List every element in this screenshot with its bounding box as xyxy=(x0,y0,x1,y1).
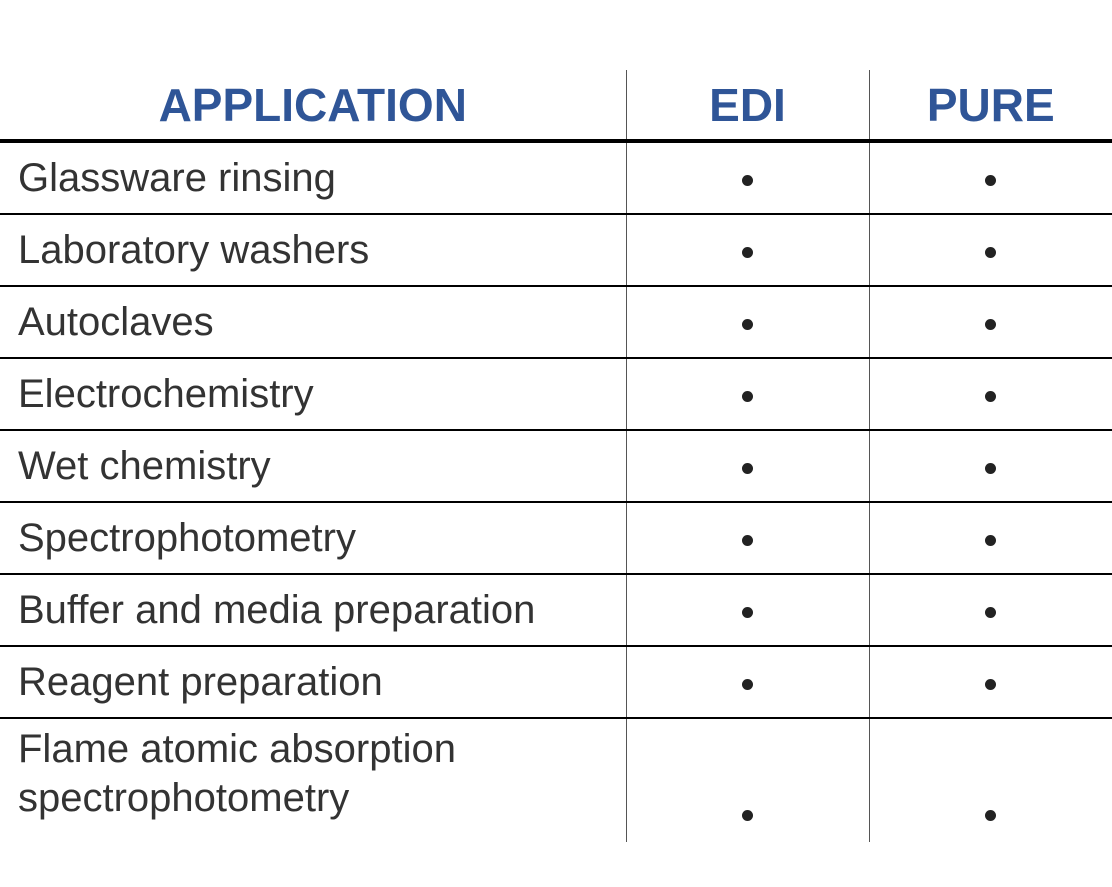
pure-mark-cell xyxy=(869,358,1112,430)
edi-mark-cell xyxy=(626,141,869,214)
bullet-dot-icon xyxy=(985,247,996,258)
application-cell: Autoclaves xyxy=(0,286,626,358)
bullet-dot-icon xyxy=(742,463,753,474)
bullet-dot-icon xyxy=(985,175,996,186)
bullet-dot-icon xyxy=(742,607,753,618)
table-row xyxy=(0,430,1112,502)
pure-mark-cell xyxy=(869,430,1112,502)
application-table xyxy=(0,70,1112,842)
bullet-dot-icon xyxy=(742,247,753,258)
pure-mark-cell xyxy=(869,286,1112,358)
table-row xyxy=(0,502,1112,574)
edi-mark-cell xyxy=(626,502,869,574)
bullet-dot-icon xyxy=(742,679,753,690)
table-row xyxy=(0,718,1112,842)
application-cell: Spectrophotometry xyxy=(0,502,626,574)
edi-mark-cell xyxy=(626,286,869,358)
pure-mark-cell xyxy=(869,214,1112,286)
edi-mark-cell xyxy=(626,430,869,502)
header-pure: PURE xyxy=(869,70,1112,141)
application-cell: Wet chemistry xyxy=(0,430,626,502)
application-table-container xyxy=(0,70,1112,842)
pure-mark-cell xyxy=(869,646,1112,718)
bullet-dot-icon xyxy=(985,391,996,402)
pure-mark-cell xyxy=(869,574,1112,646)
edi-mark-cell xyxy=(626,718,869,842)
bullet-dot-icon xyxy=(742,319,753,330)
application-cell: Electrochemistry xyxy=(0,358,626,430)
table-row xyxy=(0,646,1112,718)
application-cell: Reagent preparation xyxy=(0,646,626,718)
bullet-dot-icon xyxy=(742,810,753,821)
application-cell: Flame atomic absorption spectrophotometry xyxy=(0,718,626,842)
header-edi: EDI xyxy=(626,70,869,141)
application-cell: Laboratory washers xyxy=(0,214,626,286)
table-header-row xyxy=(0,70,1112,141)
bullet-dot-icon xyxy=(742,175,753,186)
table-row xyxy=(0,574,1112,646)
bullet-dot-icon xyxy=(985,810,996,821)
bullet-dot-icon xyxy=(985,535,996,546)
application-cell: Glassware rinsing xyxy=(0,141,626,214)
bullet-dot-icon xyxy=(985,679,996,690)
bullet-dot-icon xyxy=(985,463,996,474)
application-cell: Buffer and media preparation xyxy=(0,574,626,646)
edi-mark-cell xyxy=(626,358,869,430)
header-application: APPLICATION xyxy=(0,70,626,141)
bullet-dot-icon xyxy=(985,607,996,618)
table-row xyxy=(0,286,1112,358)
edi-mark-cell xyxy=(626,646,869,718)
table-row xyxy=(0,358,1112,430)
pure-mark-cell xyxy=(869,141,1112,214)
bullet-dot-icon xyxy=(742,391,753,402)
bullet-dot-icon xyxy=(742,535,753,546)
table-body xyxy=(0,141,1112,842)
bullet-dot-icon xyxy=(985,319,996,330)
edi-mark-cell xyxy=(626,574,869,646)
table-row xyxy=(0,141,1112,214)
pure-mark-cell xyxy=(869,502,1112,574)
pure-mark-cell xyxy=(869,718,1112,842)
table-row xyxy=(0,214,1112,286)
edi-mark-cell xyxy=(626,214,869,286)
